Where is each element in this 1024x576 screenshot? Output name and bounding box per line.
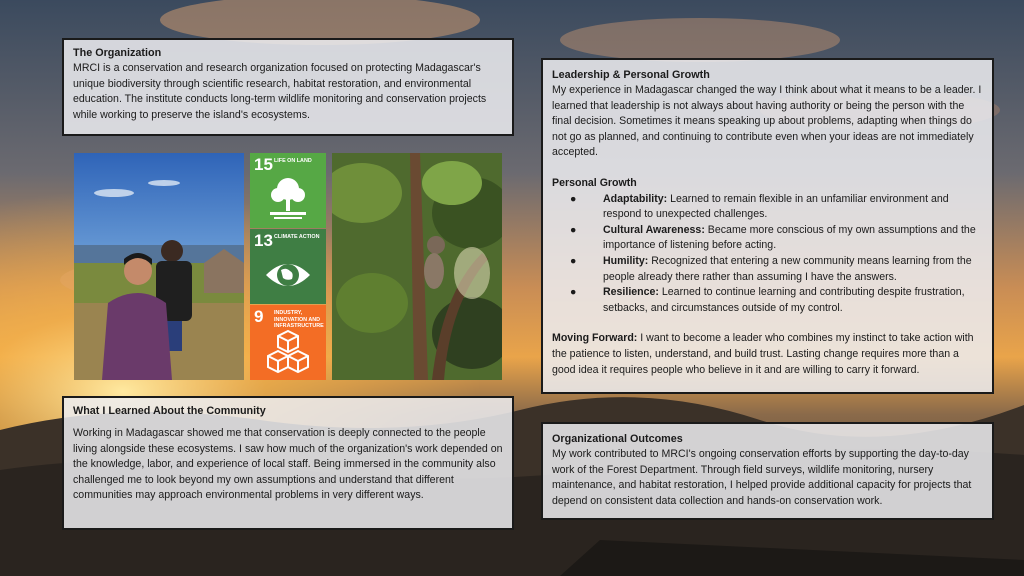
organization-card xyxy=(62,38,514,136)
list-item xyxy=(552,254,983,285)
sdg-number: 9 xyxy=(254,307,264,326)
community-title: What I Learned About the Community xyxy=(73,405,266,417)
growth-text: Learned to continue learning and contributing despite frustration, setbacks, and circumstances outside of my control. xyxy=(603,286,965,314)
organization-body: MRCI is a conservation and research organization focused on protecting Madagascar's unique biodiversity through scientific research, habitat restoration, and environmental education. The institute conducts long-term wildlife monitoring and conservation projects while working to preserve the island's ecosystems. xyxy=(73,62,487,121)
leadership-title: Leadership & Personal Growth xyxy=(552,69,710,81)
growth-term: Resilience: xyxy=(603,286,659,299)
lemur-photo xyxy=(332,153,502,380)
sdg-goals xyxy=(250,153,326,380)
moving-forward-term: Moving Forward: xyxy=(552,332,638,345)
outcomes-body: My work contributed to MRCI's ongoing conservation efforts by supporting the day-to-day work of the Forest Department. Through field surveys, wildlife monitoring, nursery maintenance, and habitat restoration, I helped provide additional capacity for projects that depend on consistent data collection and hands-on conservation work. xyxy=(552,448,972,507)
outcomes-title: Organizational Outcomes xyxy=(552,433,683,445)
sdg-number: 13 xyxy=(254,231,273,250)
moving-forward-text: I want to become a leader who combines my instinct to take action with the patience to listen, understand, and build trust. Lasting change requires more than a good idea it requires people who believe in it and are willing to carry it forward. xyxy=(552,332,974,376)
leadership-body: My experience in Madagascar changed the way I think about what it means to be a leader. I learned that leadership is not always about having authority or being the person with the final decision. Sometimes it means speaking up about problems, adapting when things do not go as planned, and continuing to contribute even when your ideas are not immediately accepted. xyxy=(552,84,982,159)
tree-icon xyxy=(264,177,312,223)
growth-text: Recognized that entering a new community means learning from the people already there rather than assuming I have the answers. xyxy=(603,254,972,283)
list-item xyxy=(552,223,983,254)
growth-term: Cultural Awareness: xyxy=(603,223,705,236)
growth-text: Learned to remain flexible in an unfamiliar environment and respond to unexpected challenges. xyxy=(603,192,949,221)
growth-text: Became more conscious of my own assumptions and the importance of listening before acting. xyxy=(603,223,976,252)
community-card xyxy=(62,396,514,530)
eye-globe-icon xyxy=(264,253,312,299)
bullet: ● xyxy=(570,254,577,267)
leadership-card xyxy=(541,58,994,394)
sdg-15-tile xyxy=(250,153,326,228)
list-item xyxy=(552,285,983,316)
sdg-label: CLIMATE ACTION xyxy=(274,234,320,240)
sdg-label: LIFE ON LAND xyxy=(274,158,312,164)
sdg-label: INDUSTRY, INNOVATION AND INFRASTRUCTURE xyxy=(274,310,324,329)
bullet: ● xyxy=(570,286,577,299)
cubes-icon xyxy=(264,329,312,375)
bullet: ● xyxy=(570,192,577,205)
growth-term: Humility: xyxy=(603,254,649,267)
moving-forward xyxy=(552,331,983,378)
list-item xyxy=(552,192,983,223)
personal-growth-heading: Personal Growth xyxy=(552,176,637,189)
selfie-photo xyxy=(74,153,244,380)
sdg-9-tile xyxy=(250,305,326,380)
community-body: Working in Madagascar showed me that conservation is deeply connected to the people living alongside these ecosystems. I saw how much of the organization's work depended on the knowledge, labor, and experience of local staff. Being immersed in the community also challenged me to look beyond my own assumptions and understand that different communities may approach environmental problems in very different ways. xyxy=(73,427,503,502)
growth-list xyxy=(552,192,983,317)
sdg-13-tile xyxy=(250,229,326,304)
bullet: ● xyxy=(570,223,577,236)
growth-term: Adaptability: xyxy=(603,192,668,205)
sdg-number: 15 xyxy=(254,155,273,174)
organization-title: The Organization xyxy=(73,47,162,59)
outcomes-card xyxy=(541,422,994,520)
